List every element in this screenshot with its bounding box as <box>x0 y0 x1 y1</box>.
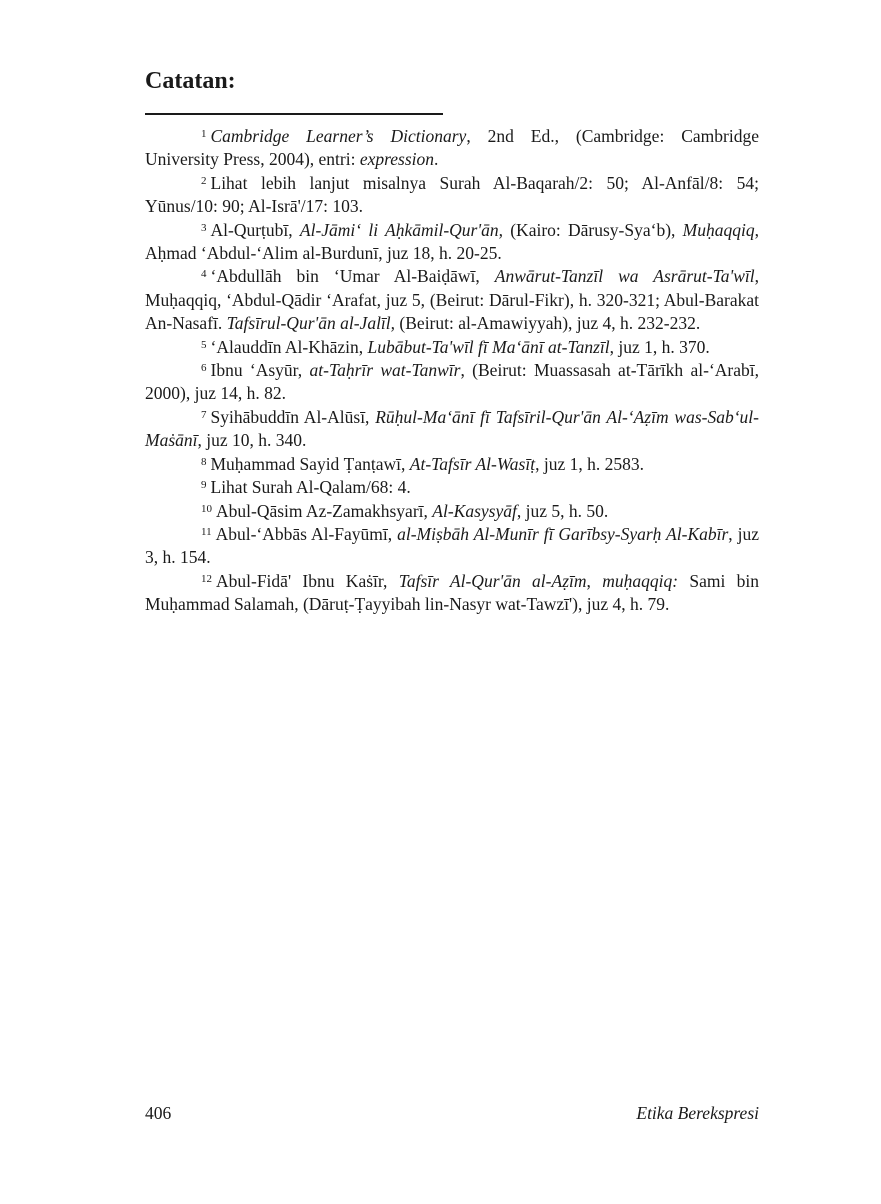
footnote-number: 1 <box>201 128 207 140</box>
footnote-part: Rūḥul-Ma‘ānī fī Tafsīril-Qur'ān Al-‘Aẓīm was-Sab‘ul-Maṡānī <box>145 406 759 451</box>
footnote-part: Al-Qurṭubī, <box>210 219 300 240</box>
footnote-part: Sami bin Muḥammad Salamah, (Dāruṭ-Ṭayyibah lin-Nasyr wat-Tawzī'), juz 4, h. 79. <box>145 570 760 615</box>
footnote-part: Lubābut-Ta'wīl fī Ma‘ānī at-Tanzīl <box>367 336 610 357</box>
footnote-part: Ibnu ‘Asyūr, <box>210 360 310 381</box>
footnote-part: Abul-Qāsim Az-Zamakhsyarī, <box>216 500 433 521</box>
footnote-part: At-Tafsīr Al-Wasīṭ <box>409 453 536 474</box>
page-heading: Catatan: <box>145 68 236 94</box>
footnote-number: 5 <box>201 338 207 351</box>
footnote-number: 11 <box>201 525 212 538</box>
page-footer <box>145 1103 759 1124</box>
footnote-part: , juz 1, h. 370. <box>609 336 710 357</box>
footnote-part: Lihat Surah Al-Qalam/68: 4. <box>210 477 411 498</box>
footnote-12 <box>145 570 759 617</box>
footnote-part: (Kairo: Dārusy-Sya‘b), <box>502 219 683 240</box>
footnote-part: , juz 1, h. 2583. <box>535 453 644 474</box>
footnote-part: Abul-‘Abbās Al-Fayūmī, <box>215 523 398 544</box>
footnote-part: Syihābuddīn Al-Alūsī, <box>210 406 376 427</box>
footnote-part: Muḥaqqiq <box>682 219 755 240</box>
footnote-part: ‘Abdullāh bin ‘Umar Al-Baiḍāwī, <box>210 266 495 287</box>
footnote-number: 4 <box>201 268 207 281</box>
footnote-1 <box>145 125 759 172</box>
footnote-part: , <box>586 570 603 591</box>
footnote-9 <box>145 476 759 499</box>
footnote-part: , Muḥaqqiq, ‘Abdul-Qādir ‘Arafat, juz 5, (Beirut: Dārul-Fikr), h. 320-321; Abul-Barakat An-Nasafī. <box>145 266 759 334</box>
footnote-part: Tafsīrul-Qur'ān al-Jalīl, <box>226 313 396 334</box>
footnote-part: Lihat lebih lanjut misalnya Surah Al-Baqarah/2: 50; Al-Anfāl/8: 54; Yūnus/10: 90; Al-Isrā'/17: 103. <box>145 172 759 217</box>
footnote-3 <box>145 219 759 266</box>
footnote-number: 8 <box>201 455 207 468</box>
footnote-11 <box>145 523 759 570</box>
running-title: Etika Berekspresi <box>636 1103 759 1123</box>
footnote-part: . <box>434 149 439 170</box>
footnote-part: (Beirut: al-Amawiyyah), juz 4, h. 232-232. <box>395 313 701 334</box>
footnotes-list <box>145 125 759 617</box>
footnote-4 <box>145 265 759 335</box>
footnote-8 <box>145 453 759 476</box>
footnote-part: , 2nd Ed., (Cambridge: Cambridge University Press, 2004), entri: <box>145 126 759 170</box>
footnote-part: , (Beirut: Muassasah at-Tārīkh al-‘Arabī, 2000), juz 14, h. 82. <box>145 360 759 404</box>
footnote-part: Tafsīr Al-Qur'ān al-Aẓīm <box>398 570 587 591</box>
footnote-part: al-Miṣbāh Al-Munīr fī Garībsy-Syarḥ Al-Kabīr <box>397 523 729 544</box>
footnote-part: , juz 5, h. 50. <box>516 500 609 521</box>
footnote-part: expression <box>359 149 435 170</box>
footnote-part: , Aḥmad ‘Abdul-‘Alim al-Burdunī, juz 18, h. 20-25. <box>145 219 759 264</box>
footnote-part: ‘Alauddīn Al-Khāzin, <box>210 336 368 357</box>
footnote-rule <box>145 113 443 115</box>
footnote-part: , juz 3, h. 154. <box>145 523 759 568</box>
footnote-number: 12 <box>201 572 212 585</box>
footnote-part: muḥaqqiq: <box>602 570 679 591</box>
footnote-2 <box>145 172 759 219</box>
footnote-part: , juz 10, h. 340. <box>197 430 307 451</box>
footnote-7 <box>145 406 759 453</box>
footnote-number: 10 <box>201 502 212 515</box>
footnote-5 <box>145 336 759 359</box>
footnote-part: Abul-Fidā' Ibnu Kaṡīr, <box>216 570 399 591</box>
footnote-number: 9 <box>201 479 207 492</box>
footnote-part: Al-Jāmi‘ li Aḥkāmil-Qur'ān, <box>299 219 503 240</box>
footnote-number: 3 <box>201 221 207 234</box>
footnote-6 <box>145 359 759 406</box>
footnote-number: 6 <box>201 362 207 375</box>
footnote-part: Cambridge Learner’s Dictionary <box>210 126 467 146</box>
footnote-part: at-Taḥrīr wat-Tanwīr <box>309 360 461 381</box>
page-number: 406 <box>145 1103 172 1123</box>
footnote-number: 7 <box>201 408 207 421</box>
footnote-10 <box>145 500 759 523</box>
footnote-part: Muḥammad Sayid Ṭanṭawī, <box>210 453 410 474</box>
footnote-number: 2 <box>201 174 207 187</box>
footnote-part: Anwārut-Tanzīl wa Asrārut-Ta'wīl <box>494 266 755 287</box>
footnote-part: Al-Kasysyāf <box>432 500 517 521</box>
